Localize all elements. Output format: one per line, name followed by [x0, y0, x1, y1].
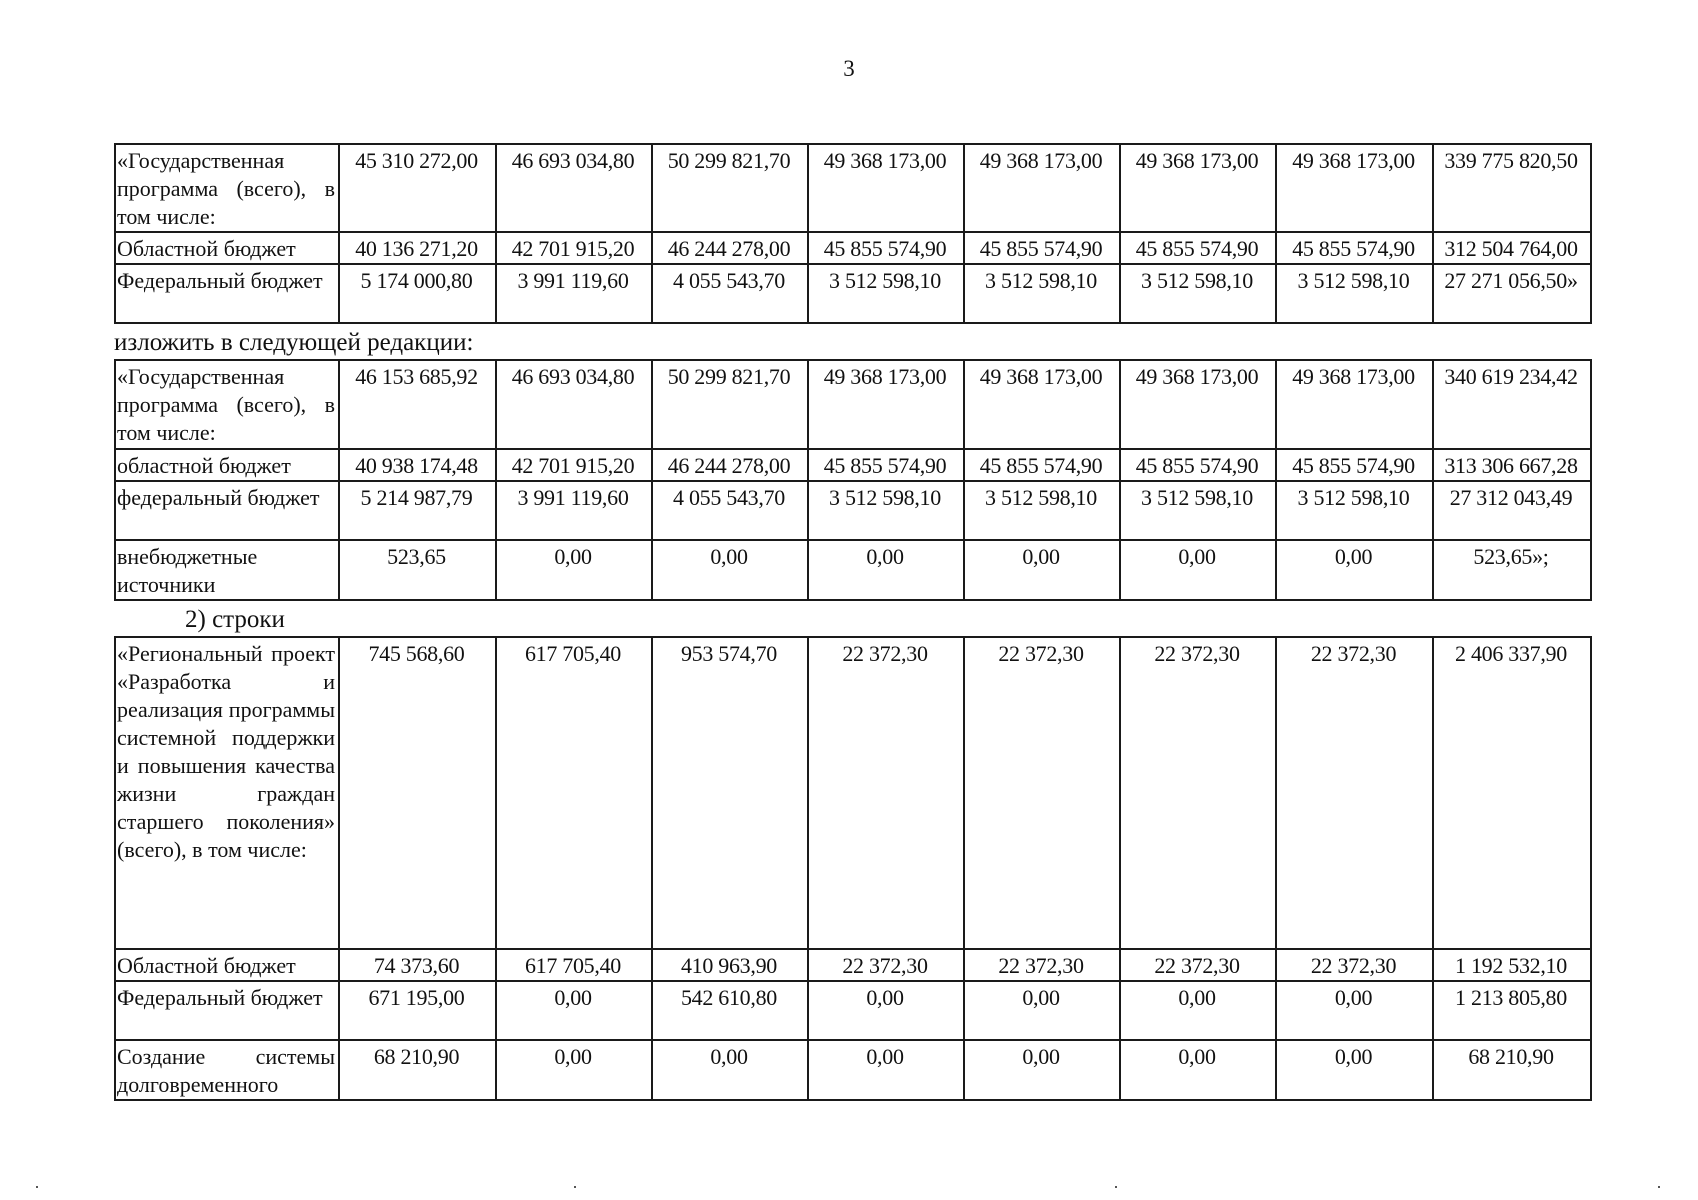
row-label: Федеральный бюджет [115, 981, 339, 1040]
value-cell: 22 372,30 [1120, 949, 1276, 981]
value-cell: 0,00 [1120, 981, 1276, 1040]
value-cell: 410 963,90 [652, 949, 808, 981]
value-cell: 46 693 034,80 [496, 144, 652, 232]
value-cell: 45 855 574,90 [1120, 232, 1276, 264]
total-cell: 339 775 820,50 [1433, 144, 1591, 232]
value-cell: 40 136 271,20 [339, 232, 496, 264]
total-cell: 313 306 667,28 [1433, 449, 1591, 481]
value-cell: 0,00 [808, 981, 964, 1040]
scan-artifact [1658, 1186, 1660, 1188]
value-cell: 22 372,30 [964, 637, 1120, 949]
table-row [115, 1040, 1591, 1100]
total-cell: 312 504 764,00 [1433, 232, 1591, 264]
table-row [115, 481, 1591, 540]
value-cell: 40 938 174,48 [339, 449, 496, 481]
table-row [115, 264, 1591, 323]
total-cell: 340 619 234,42 [1433, 360, 1591, 449]
scan-artifact [1115, 1186, 1117, 1188]
total-cell: 1 213 805,80 [1433, 981, 1591, 1040]
value-cell: 0,00 [1120, 1040, 1276, 1100]
value-cell: 0,00 [808, 540, 964, 600]
value-cell: 3 512 598,10 [1276, 264, 1433, 323]
row-label: внебюджетные источники [115, 540, 339, 600]
value-cell: 50 299 821,70 [652, 360, 808, 449]
value-cell: 3 512 598,10 [1276, 481, 1433, 540]
value-cell: 45 855 574,90 [1120, 449, 1276, 481]
value-cell: 49 368 173,00 [808, 360, 964, 449]
value-cell: 617 705,40 [496, 949, 652, 981]
total-cell: 1 192 532,10 [1433, 949, 1591, 981]
value-cell: 45 855 574,90 [808, 232, 964, 264]
value-cell: 68 210,90 [339, 1040, 496, 1100]
table-row [115, 144, 1591, 232]
value-cell: 3 512 598,10 [808, 264, 964, 323]
value-cell: 22 372,30 [808, 949, 964, 981]
value-cell: 45 855 574,90 [964, 232, 1120, 264]
value-cell: 0,00 [1120, 540, 1276, 600]
budget-table-3 [114, 636, 1592, 1101]
page-number: 3 [843, 56, 855, 81]
value-cell: 45 855 574,90 [808, 449, 964, 481]
value-cell: 0,00 [808, 1040, 964, 1100]
scan-artifact [574, 1186, 576, 1188]
value-cell: 671 195,00 [339, 981, 496, 1040]
value-cell: 0,00 [652, 1040, 808, 1100]
value-cell: 45 855 574,90 [964, 449, 1120, 481]
row-label: Федеральный бюджет [115, 264, 339, 323]
value-cell: 45 855 574,90 [1276, 232, 1433, 264]
value-cell: 0,00 [964, 981, 1120, 1040]
value-cell: 49 368 173,00 [1276, 144, 1433, 232]
value-cell: 49 368 173,00 [964, 360, 1120, 449]
value-cell: 42 701 915,20 [496, 232, 652, 264]
table-row [115, 949, 1591, 981]
row-label: «Региональный проект «Разработка и реализация программы системной поддержки и повышения качества жизни граждан старшего поколения» (всего), в том числе: [115, 637, 339, 949]
value-cell: 0,00 [1276, 981, 1433, 1040]
value-cell: 49 368 173,00 [1120, 360, 1276, 449]
value-cell: 22 372,30 [1276, 949, 1433, 981]
value-cell: 74 373,60 [339, 949, 496, 981]
value-cell: 46 153 685,92 [339, 360, 496, 449]
value-cell: 46 244 278,00 [652, 449, 808, 481]
total-cell: 523,65»; [1433, 540, 1591, 600]
table-new-values [114, 359, 1590, 601]
value-cell: 49 368 173,00 [964, 144, 1120, 232]
scan-artifact [36, 1186, 38, 1188]
value-cell: 523,65 [339, 540, 496, 600]
value-cell: 0,00 [496, 981, 652, 1040]
value-cell: 0,00 [652, 540, 808, 600]
table-row [115, 232, 1591, 264]
row-label: Создание системы долговременного [115, 1040, 339, 1100]
value-cell: 542 610,80 [652, 981, 808, 1040]
value-cell: 45 310 272,00 [339, 144, 496, 232]
value-cell: 0,00 [1276, 1040, 1433, 1100]
total-cell: 68 210,90 [1433, 1040, 1591, 1100]
row-label: Областной бюджет [115, 232, 339, 264]
table-row [115, 981, 1591, 1040]
row-label: «Государственная программа (всего), в том числе: [115, 360, 339, 449]
table-row [115, 540, 1591, 600]
value-cell: 49 368 173,00 [1120, 144, 1276, 232]
value-cell: 50 299 821,70 [652, 144, 808, 232]
row-label: областной бюджет [115, 449, 339, 481]
table-original-values [114, 143, 1590, 324]
value-cell: 0,00 [964, 540, 1120, 600]
row-label: федеральный бюджет [115, 481, 339, 540]
budget-table-2 [114, 359, 1592, 601]
value-cell: 0,00 [496, 540, 652, 600]
value-cell: 49 368 173,00 [1276, 360, 1433, 449]
section-heading-rows: 2) строки [185, 606, 285, 633]
value-cell: 953 574,70 [652, 637, 808, 949]
value-cell: 745 568,60 [339, 637, 496, 949]
value-cell: 5 214 987,79 [339, 481, 496, 540]
value-cell: 5 174 000,80 [339, 264, 496, 323]
value-cell: 0,00 [496, 1040, 652, 1100]
table-row [115, 360, 1591, 449]
row-label: «Государственная программа (всего), в том числе: [115, 144, 339, 232]
value-cell: 3 512 598,10 [808, 481, 964, 540]
value-cell: 3 512 598,10 [964, 264, 1120, 323]
value-cell: 22 372,30 [1120, 637, 1276, 949]
table-row [115, 449, 1591, 481]
value-cell: 46 693 034,80 [496, 360, 652, 449]
value-cell: 4 055 543,70 [652, 264, 808, 323]
value-cell: 0,00 [964, 1040, 1120, 1100]
value-cell: 22 372,30 [1276, 637, 1433, 949]
value-cell: 22 372,30 [808, 637, 964, 949]
total-cell: 27 271 056,50» [1433, 264, 1591, 323]
value-cell: 0,00 [1276, 540, 1433, 600]
value-cell: 3 991 119,60 [496, 481, 652, 540]
value-cell: 3 512 598,10 [1120, 481, 1276, 540]
value-cell: 49 368 173,00 [808, 144, 964, 232]
table-regional-project [114, 636, 1590, 1101]
value-cell: 46 244 278,00 [652, 232, 808, 264]
row-label: Областной бюджет [115, 949, 339, 981]
total-cell: 27 312 043,49 [1433, 481, 1591, 540]
value-cell: 42 701 915,20 [496, 449, 652, 481]
section-heading-new-edition: изложить в следующей редакции: [114, 329, 474, 356]
value-cell: 22 372,30 [964, 949, 1120, 981]
value-cell: 617 705,40 [496, 637, 652, 949]
budget-table-1 [114, 143, 1592, 324]
value-cell: 3 991 119,60 [496, 264, 652, 323]
value-cell: 3 512 598,10 [964, 481, 1120, 540]
value-cell: 3 512 598,10 [1120, 264, 1276, 323]
value-cell: 45 855 574,90 [1276, 449, 1433, 481]
table-row [115, 637, 1591, 949]
value-cell: 4 055 543,70 [652, 481, 808, 540]
total-cell: 2 406 337,90 [1433, 637, 1591, 949]
